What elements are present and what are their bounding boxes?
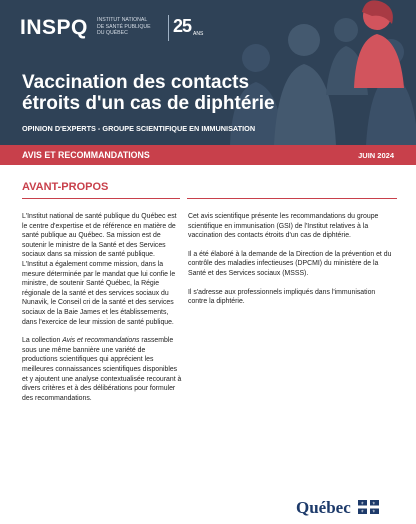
quebec-wordmark: Québec <box>296 498 351 517</box>
inspq-logo: INSPQ <box>20 16 88 39</box>
quebec-flag-icon <box>358 500 379 514</box>
document-subtitle: OPINION D'EXPERTS - GROUPE SCIENTIFIQUE EN IMMUNISATION <box>22 124 256 133</box>
section-rule-right <box>187 198 397 199</box>
svg-text:⚜: ⚜ <box>372 500 376 506</box>
svg-text:⚜: ⚜ <box>360 500 365 506</box>
paragraph: Il s'adresse aux professionnels impliqués dans l'immunisation contre la diphtérie. <box>188 288 376 306</box>
publication-date: JUIN 2024 <box>358 151 394 160</box>
section-title: AVANT-PROPOS <box>22 181 109 193</box>
cover-header <box>0 0 416 145</box>
paragraph: Il a été élaboré à la demande de la Direction de la prévention et du contrôle des maladies infectieuses (DPCMI) du ministère de la Santé et des Services sociaux (MSSS). <box>188 250 392 277</box>
right-column <box>188 212 393 316</box>
paragraph: La collection Avis et recommandations rassemble sous une même bannière une variété de productions scientifiques qui apprécient les meilleures connaissances scientifiques disponibles et y ajoutent une analyse contextualisée recourant à divers critères et à des délibérations pour formuler des recommandations. <box>22 337 182 402</box>
institute-name: INSTITUT NATIONAL DE SANTÉ PUBLIQUE DU QUÉBEC <box>97 17 151 37</box>
paragraph: L'Institut national de santé publique du Québec est le centre d'expertise et de référence en matière de santé publique au Québec. Sa mission est de soutenir le ministre de la Santé et des Services sociaux dans sa mission de santé publique. L'Institut a également comme mission, dans la mesure déterminée par le mandat que lui confie le ministre, de soutenir Santé Québec, la Régie régionale de la santé et des services sociaux du Nunavik, le Conseil cri de la santé et des services sociaux de la Baie James et les établissements, dans l'exercice de leur mission de santé publique. <box>22 213 177 326</box>
anniversary-unit: ANS <box>193 31 204 37</box>
section-rule-left <box>22 198 180 199</box>
paragraph: Cet avis scientifique présente les recommandations du groupe scientifique en immunisation (GSI) de l'Institut relatives à la vaccination des contacts étroits d'un cas de diphtérie. <box>188 213 379 240</box>
anniversary-logo: 25 <box>173 16 192 36</box>
svg-text:⚜: ⚜ <box>360 508 365 514</box>
left-column <box>22 212 182 412</box>
logo-divider <box>168 15 169 41</box>
document-title: Vaccination des contacts étroits d'un cas de diphtérie <box>22 72 275 114</box>
svg-text:⚜: ⚜ <box>372 508 376 514</box>
category-label: AVIS ET RECOMMANDATIONS <box>22 150 150 160</box>
